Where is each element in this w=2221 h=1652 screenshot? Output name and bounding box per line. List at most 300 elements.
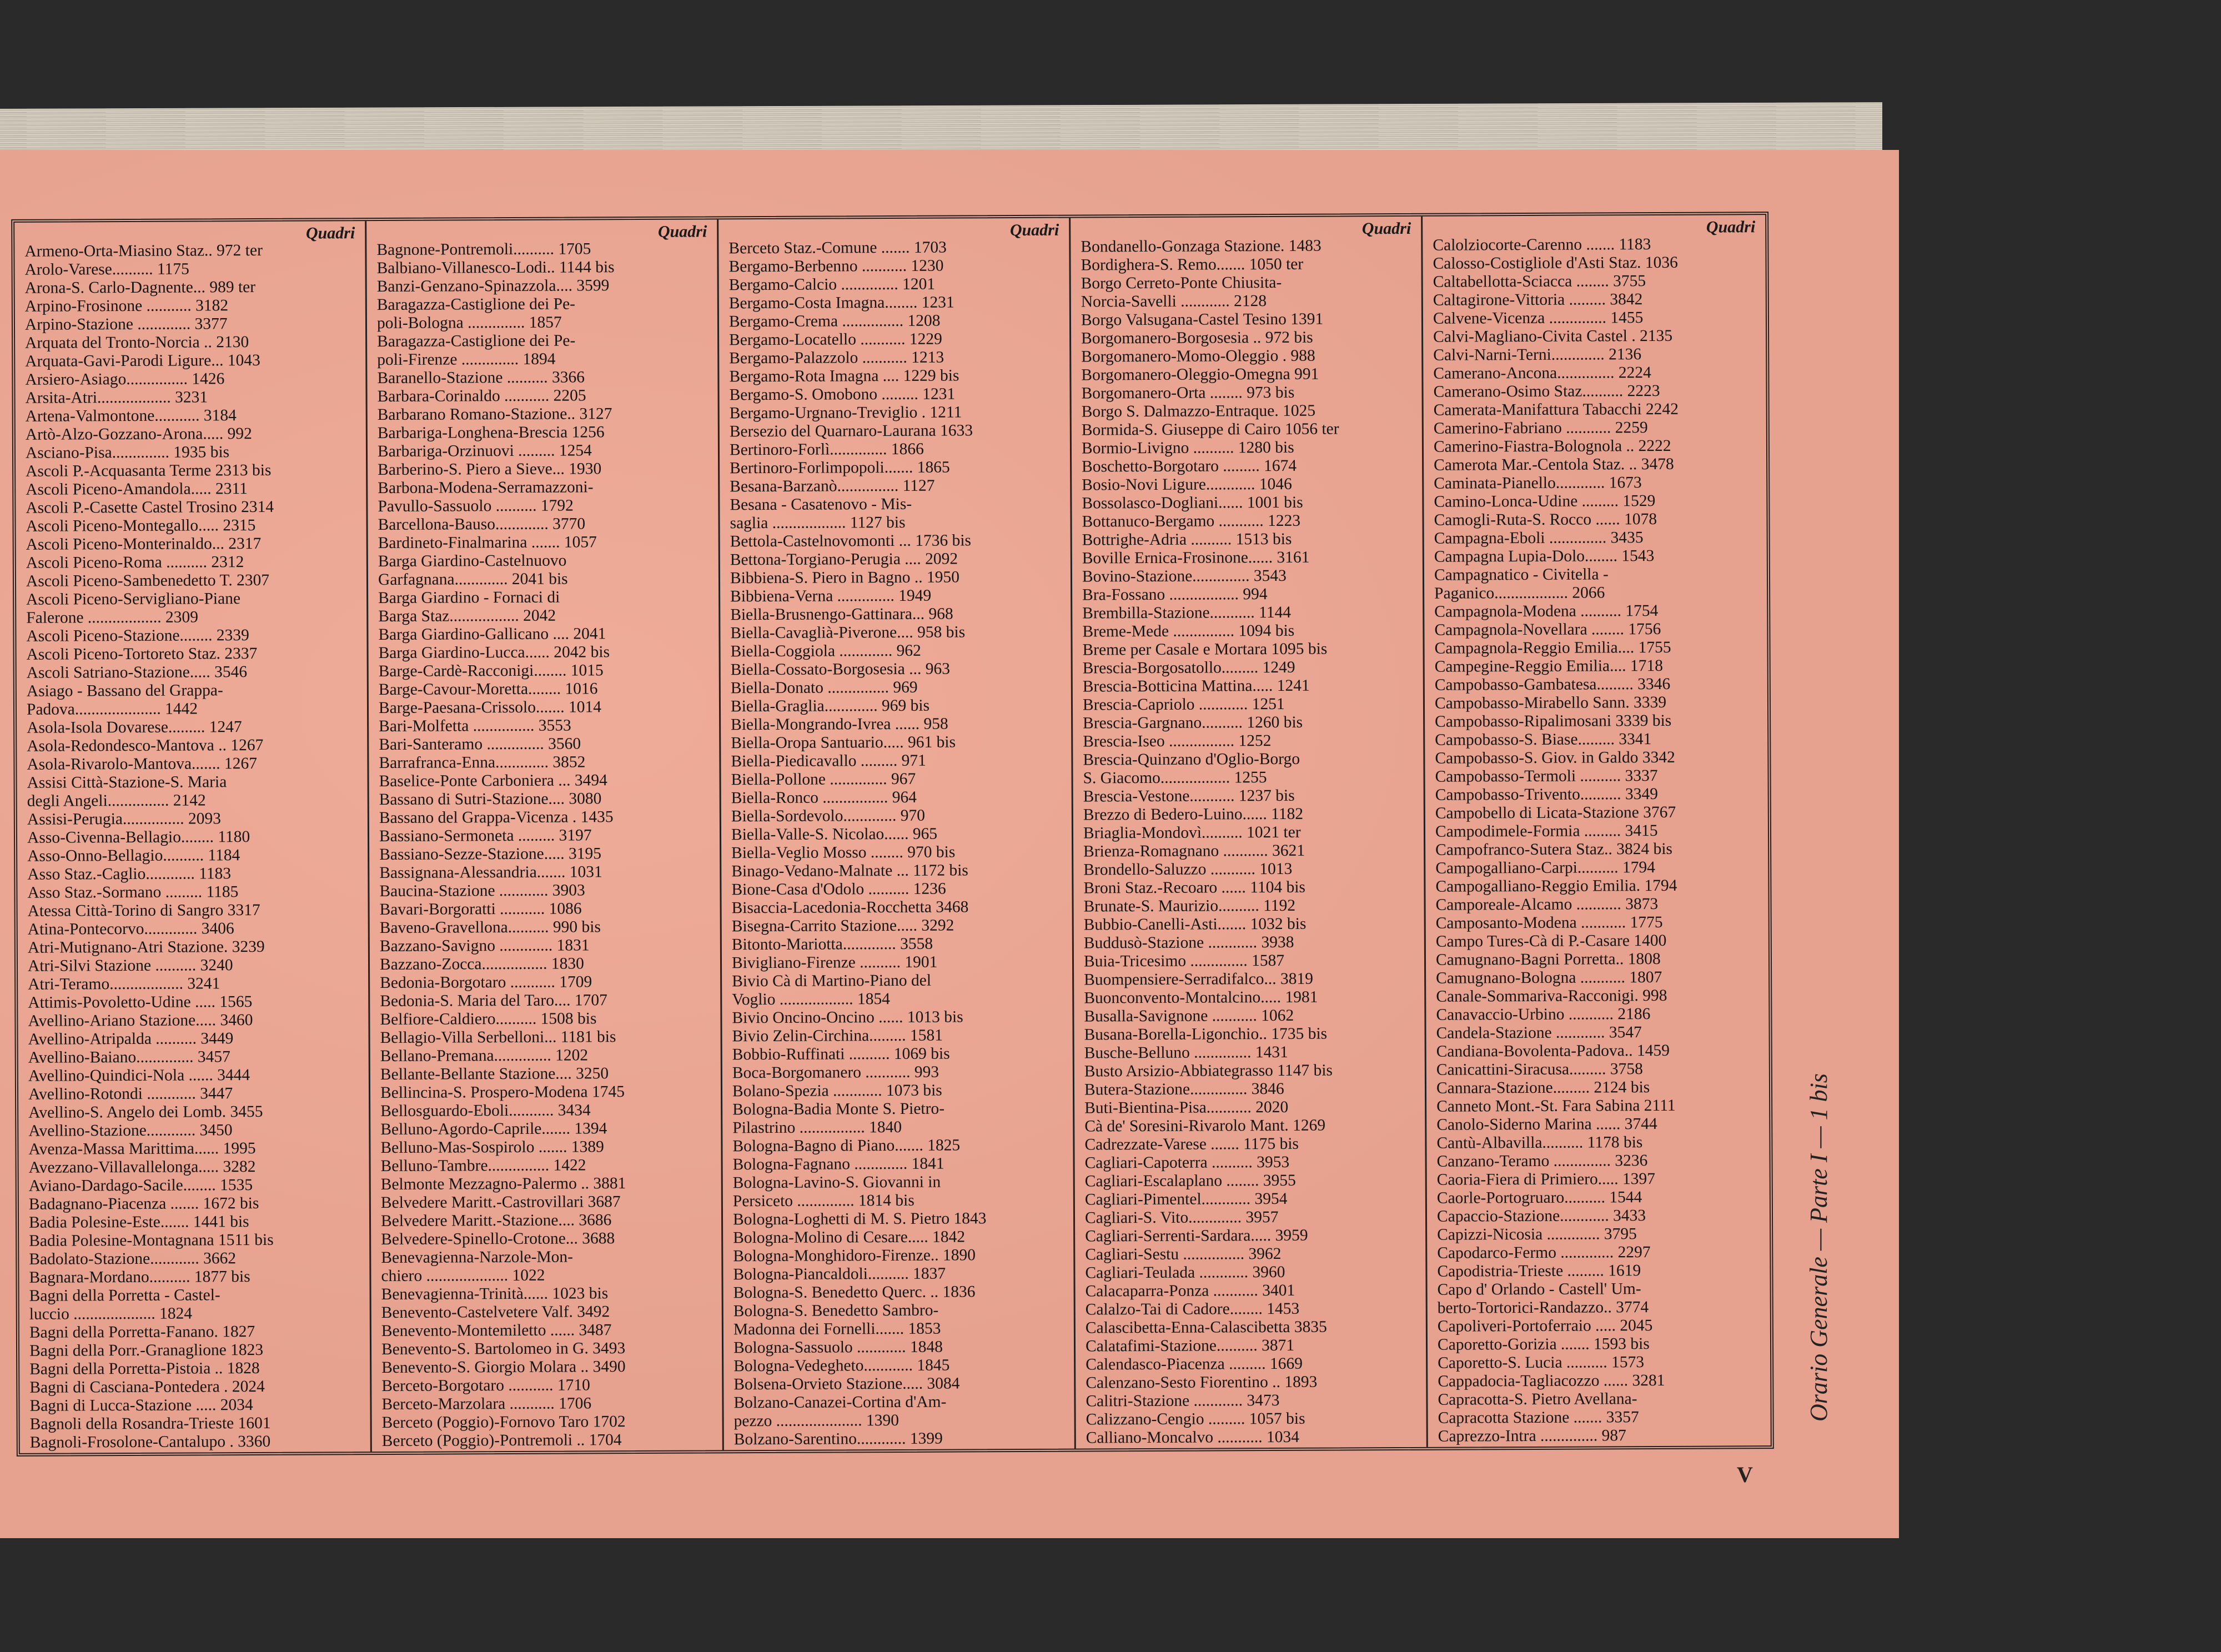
index-entry: Barbona-Modena-Serramazzoni-: [378, 478, 594, 498]
index-entry: Cadrezzate-Varese ....... 1175 bis: [1084, 1134, 1299, 1154]
index-entry: Bivio Cà di Martino-Piano del: [732, 971, 932, 991]
index-entry: Ascoli Piceno-Tortoreto Staz. 2337: [26, 644, 258, 664]
index-entry: Borgo Cerreto-Ponte Chiusita-: [1081, 273, 1282, 293]
index-entry: Bergamo-Costa Imagna........ 1231: [728, 293, 954, 313]
index-entry: Capodistria-Trieste ......... 1619: [1437, 1262, 1641, 1281]
index-entry: Bubbio-Canelli-Asti....... 1032 bis: [1083, 915, 1307, 934]
index-entry: Atri-Teramo.................. 3241: [28, 975, 220, 993]
index-entry: Asso-Civenna-Bellagio........ 1180: [27, 828, 250, 847]
column-header: Quadri: [1361, 219, 1411, 238]
index-entry: Belvedere Maritt.-Stazione.... 3686: [380, 1211, 612, 1231]
index-column-3: [718, 218, 1076, 1450]
entry-list: [24, 241, 360, 1452]
index-entry: Busana-Borella-Ligonchio.. 1735 bis: [1084, 1025, 1328, 1044]
index-entry: Campobasso-Ripalimosani 3339 bis: [1435, 711, 1672, 731]
index-column-5: [1423, 215, 1771, 1447]
index-entry: Bagnone-Pontremoli.......... 1705: [376, 240, 591, 259]
index-entry: Baveno-Gravellona.......... 990 bis: [379, 918, 601, 937]
index-entry: Brembilla-Stazione........... 1144: [1082, 603, 1292, 622]
entry-list: [376, 239, 712, 1450]
index-entry: Camporeale-Alcamo ........... 3873: [1435, 895, 1659, 914]
index-entry: Barga Giardino-Gallicano .... 2041: [378, 625, 606, 644]
index-entry: Barbarano Romano-Stazione.. 3127: [377, 405, 612, 424]
index-entry: Barberino-S. Piero a Sieve... 1930: [378, 460, 602, 479]
index-entry: Brescia-Capriolo ............ 1251: [1082, 695, 1285, 714]
index-entry: Bormida-S. Giuseppe di Cairo 1056 ter: [1081, 420, 1339, 439]
index-entry: Arpino-Stazione ............. 3377: [24, 315, 228, 334]
index-entry: Belfiore-Caldiero.......... 1508 bis: [380, 1010, 597, 1029]
index-entry: Barcellona-Bauso............. 3770: [378, 515, 586, 534]
index-entry: Bellincina-S. Prospero-Modena 1745: [380, 1083, 625, 1102]
index-entry: Caporetto-S. Lucia .......... 1573: [1438, 1353, 1645, 1372]
index-entry: Boca-Borgomanero ........... 993: [732, 1063, 939, 1082]
index-entry: Bologna-Monghidoro-Firenze.. 1890: [733, 1246, 976, 1266]
index-entry: Badolato-Stazione............ 3662: [29, 1249, 237, 1268]
index-entry: Paganico.................. 2066: [1434, 584, 1605, 602]
index-entry: Camino-Lonca-Udine ......... 1529: [1434, 491, 1656, 511]
index-entry: Arquata-Gavi-Parodi Ligure... 1043: [25, 351, 260, 370]
index-entry: Calizzano-Cengio ......... 1057 bis: [1086, 1409, 1305, 1429]
index-entry: Bazzano-Zocca................ 1830: [379, 955, 584, 974]
index-entry: Bologna-Loghetti di M. S. Pietro 1843: [732, 1209, 987, 1229]
index-entry: Avellino-Atripalda .......... 3449: [28, 1030, 234, 1048]
entry-list: [1081, 237, 1416, 1448]
index-entry: Canneto Mont.-St. Fara Sabina 2111: [1436, 1096, 1676, 1116]
index-entry: Canicattini-Siracusa......... 3758: [1436, 1060, 1643, 1079]
index-entry: Borgomanero-Borgosesia .. 972 bis: [1081, 328, 1313, 348]
index-entry: Campobasso-S. Giov. in Galdo 3342: [1435, 748, 1675, 767]
index-entry: Berceto-Borgotaro ........... 1710: [381, 1376, 590, 1395]
index-entry: Brescia-Vestone........... 1237 bis: [1083, 786, 1295, 806]
index-entry: Bassignana-Alessandria....... 1031: [379, 863, 602, 882]
index-entry: Bisegna-Carrito Stazione..... 3292: [731, 916, 954, 936]
index-entry: Asso Staz.-Caglio............ 1183: [27, 865, 232, 883]
index-entry: poli-Firenze .............. 1894: [377, 350, 556, 369]
index-entry: Bibbiena-S. Piero in Bagno .. 1950: [730, 568, 960, 588]
index-entry: Bologna-S. Benedetto Sambro-: [733, 1301, 939, 1320]
index-entry: Barge-Cavour-Moretta........ 1016: [378, 680, 598, 699]
index-entry: Bordighera-S. Remo....... 1050 ter: [1081, 255, 1304, 274]
index-entry: Atessa Città-Torino di Sangro 3317: [27, 901, 260, 920]
index-entry: Arquata del Tronto-Norcia .. 2130: [25, 333, 249, 352]
index-entry: berto-Tortorici-Randazzo.. 3774: [1437, 1298, 1649, 1317]
index-entry: Biella-Mongrando-Ivrea ...... 958: [731, 715, 948, 734]
index-entry: Asola-Isola Dovarese......... 1247: [27, 718, 242, 737]
index-entry: Biella-Pollone .............. 967: [731, 770, 916, 789]
index-entry: Biella-Brusnengo-Gattinara... 968: [730, 605, 953, 624]
index-entry: Borgo S. Dalmazzo-Entraque. 1025: [1081, 401, 1316, 421]
index-entry: Cagliari-Pimentel............ 3954: [1084, 1189, 1288, 1209]
index-entry: Brescia-Gargnano.......... 1260 bis: [1083, 713, 1303, 732]
index-entry: Breme per Casale e Mortara 1095 bis: [1082, 640, 1328, 659]
index-entry: Cappadocia-Tagliacozzo ...... 3281: [1438, 1371, 1665, 1390]
index-entry: Camerino-Fabriano ........... 2259: [1433, 419, 1648, 438]
index-entry: Bersezio del Quarnaro-Laurana 1633: [729, 421, 973, 441]
index-entry: Bavari-Borgoratti ........... 1086: [379, 900, 582, 919]
index-column-4: [1071, 217, 1428, 1449]
index-entry: Camerino-Fiastra-Bolognola .. 2222: [1433, 436, 1671, 456]
index-entry: Belluno-Tambre............... 1422: [380, 1156, 586, 1176]
index-entry: Caminata-Pianello............ 1673: [1434, 474, 1642, 493]
index-entry: Badagnano-Piacenza ....... 1672 bis: [28, 1194, 259, 1213]
index-entry: Pilastrino ................ 1840: [732, 1118, 902, 1137]
index-entry: Bologna-Lavino-S. Giovanni in: [732, 1173, 941, 1192]
index-entry: Baragazza-Castiglione dei Pe-: [377, 332, 576, 351]
index-entry: Atri-Mutignano-Atri Stazione. 3239: [27, 937, 265, 957]
index-entry: Biella-Coggiola ............. 962: [730, 641, 921, 661]
index-entry: Aviano-Dardago-Sacile........ 1535: [28, 1176, 253, 1195]
index-entry: Campagnola-Novellara ........ 1756: [1434, 620, 1661, 639]
index-entry: Caprezzo-Intra .............. 987: [1438, 1427, 1626, 1445]
index-entry: Ascoli Piceno-Stazione........ 2339: [26, 626, 249, 645]
index-entry: Ascoli Piceno-Servigliano-Piane: [26, 590, 241, 609]
index-entry: Canolo-Siderno Marina ...... 3744: [1436, 1114, 1657, 1134]
index-entry: Barga Giardino - Fornaci di: [378, 588, 560, 607]
index-entry: Bellante-Bellante Stazione.... 3250: [380, 1064, 609, 1084]
index-entry: Barbariga-Orzinuovi ......... 1254: [377, 441, 592, 461]
index-entry: Bibbiena-Verna .............. 1949: [730, 586, 932, 606]
index-entry: Biella-Graglia............. 969 bis: [730, 696, 930, 716]
index-entry: Bergamo-S. Omobono ......... 1231: [729, 385, 956, 404]
index-entry: Campagnola-Modena .......... 1754: [1434, 601, 1659, 621]
index-entry: Arolo-Varese.......... 1175: [24, 260, 189, 279]
index-entry: Asola-Rivarolo-Mantova....... 1267: [27, 754, 258, 774]
index-entry: Bottanuco-Bergamo ........... 1223: [1082, 511, 1301, 531]
index-entry: Arona-S. Carlo-Dagnente... 989 ter: [24, 278, 256, 297]
index-entry: Bivio Zelin-Circhina......... 1581: [732, 1026, 943, 1046]
index-entry: Avellino-Ariano Stazione..... 3460: [28, 1011, 253, 1030]
index-entry: Bagni della Porr.-Granaglione 1823: [29, 1340, 264, 1360]
index-entry: Ascoli Piceno-Sambenedetto T. 2307: [26, 571, 270, 590]
index-entry: Bagni della Porretta-Fanano. 1827: [29, 1323, 255, 1342]
index-entry: Campagnola-Reggio Emilia.... 1755: [1434, 638, 1671, 657]
index-entry: Atina-Pontecorvo............. 3406: [27, 920, 234, 938]
column-header: Quadri: [305, 224, 355, 243]
index-column-2: [366, 219, 724, 1452]
index-entry: pezzo ..................... 1390: [733, 1411, 900, 1430]
index-entry: Campobello di Licata-Stazione 3767: [1435, 803, 1676, 822]
index-entry: Berceto-Marzolara ........... 1706: [381, 1394, 592, 1414]
index-entry: Brienza-Romagnano ........... 3621: [1083, 841, 1305, 861]
index-entry: Calenzano-Sesto Fiorentino .. 1893: [1086, 1373, 1318, 1392]
index-entry: Avellino-Stazione............ 3450: [28, 1121, 233, 1140]
index-entry: Berceto (Poggio)-Fornovo Taro 1702: [381, 1413, 626, 1432]
index-entry: Cagliari-Capoterra .......... 3953: [1084, 1153, 1290, 1172]
index-entry: Cantù-Albavilla.......... 1178 bis: [1436, 1133, 1643, 1152]
index-entry: Campofranco-Sutera Staz.. 3824 bis: [1435, 840, 1673, 859]
index-entry: Bergamo-Palazzolo ........... 1213: [729, 348, 944, 368]
index-entry: Bertinoro-Forlì.............. 1866: [729, 440, 924, 459]
index-entry: Brescia-Quinzano d'Oglio-Borgo: [1083, 750, 1300, 769]
index-table: [11, 212, 1774, 1457]
index-entry: Brunate-S. Maurizio.......... 1192: [1083, 896, 1296, 916]
index-entry: saglia .................. 1127 bis: [730, 513, 906, 533]
index-entry: Camerata-Manifattura Tabacchi 2242: [1433, 400, 1679, 419]
index-entry: Campogalliano-Carpi.......... 1794: [1435, 858, 1656, 877]
index-entry: Barga Staz................. 2042: [378, 606, 556, 626]
index-entry: Campobasso-Trivento.......... 3349: [1435, 785, 1659, 804]
index-entry: Bagni della Porretta-Pistoia .. 1828: [29, 1359, 260, 1378]
index-entry: Assisi-Perugia............... 2093: [27, 810, 222, 828]
index-entry: Bettola-Castelnovomonti ... 1736 bis: [730, 531, 972, 551]
index-entry: Barge-Cardè-Racconigi........ 1015: [378, 661, 604, 681]
index-entry: Baucina-Stazione ............ 3903: [379, 881, 585, 901]
index-entry: Bologna-S. Benedetto Querc. .. 1836: [733, 1283, 976, 1302]
index-entry: Bagni di Lucca-Stazione ..... 2034: [29, 1396, 253, 1415]
index-entry: Asiago - Bassano del Grappa-: [26, 681, 223, 700]
index-entry: Assisi Città-Stazione-S. Maria: [27, 773, 227, 792]
index-entry: Camposanto-Modena ........... 1775: [1435, 913, 1663, 932]
index-entry: Canzano-Teramo .............. 3236: [1436, 1152, 1648, 1171]
index-entry: Bondanello-Gonzaga Stazione. 1483: [1081, 237, 1321, 256]
index-entry: Berceto Staz.-Comune ....... 1703: [728, 238, 947, 258]
index-entry: Cagliari-Serrenti-Sardara..... 3959: [1085, 1226, 1308, 1246]
index-entry: poli-Bologna .............. 1857: [376, 313, 562, 333]
index-entry: Buompensiere-Serradifalco... 3819: [1084, 970, 1314, 989]
index-entry: Campobasso-Termoli .......... 3337: [1435, 766, 1658, 786]
index-entry: Arsiero-Asiago............... 1426: [25, 370, 225, 389]
index-entry: Norcia-Savelli ............ 2128: [1081, 292, 1267, 311]
index-entry: Binago-Vedano-Malnate ... 1172 bis: [731, 861, 968, 881]
index-entry: Pavullo-Sassuolo .......... 1792: [378, 496, 574, 516]
index-entry: Falerone .................. 2309: [26, 608, 199, 627]
index-entry: Biella-Ronco ................ 964: [731, 788, 917, 807]
column-header: Quadri: [657, 222, 707, 241]
index-entry: Busto Arsizio-Abbiategrasso 1147 bis: [1084, 1061, 1333, 1081]
index-entry: Cannara-Stazione......... 2124 bis: [1436, 1078, 1650, 1097]
index-entry: Biella-Piedicavallo ......... 971: [731, 751, 926, 771]
index-entry: Benevento-Montemiletto ...... 3487: [381, 1321, 612, 1340]
index-entry: Biella-Cavaglià-Piverone.... 958 bis: [730, 623, 966, 642]
index-entry: Calolziocorte-Carenno ....... 1183: [1433, 235, 1651, 254]
index-entry: Bormio-Livigno .......... 1280 bis: [1081, 438, 1294, 458]
index-entry: Brescia-Iseo ................ 1252: [1083, 732, 1272, 751]
index-entry: Campo Tures-Cà di P.-Casare 1400: [1435, 931, 1667, 951]
index-entry: Bergamo-Crema ............... 1208: [728, 312, 941, 331]
index-entry: Belvedere Maritt.-Castrovillari 3687: [380, 1193, 621, 1212]
index-entry: Asso-Onno-Bellagio.......... 1184: [27, 846, 240, 865]
index-entry: Camerano-Ancona.............. 2224: [1433, 364, 1651, 383]
index-entry: Campodimele-Formia ......... 3415: [1435, 821, 1658, 841]
index-entry: Calvi-Magliano-Civita Castel . 2135: [1433, 327, 1673, 346]
index-entry: Caporetto-Gorizia ....... 1593 bis: [1437, 1335, 1650, 1354]
index-entry: Bergamo-Berbenno ........... 1230: [728, 257, 944, 276]
column-header: Quadri: [1009, 220, 1059, 240]
index-entry: Banzi-Genzano-Spinazzola.... 3599: [376, 277, 610, 296]
index-entry: degli Angeli............... 2142: [27, 791, 206, 810]
index-entry: Camugnano-Bologna ........... 1807: [1436, 968, 1662, 987]
index-entry: Candiana-Bovolenta-Padova.. 1459: [1436, 1041, 1670, 1061]
index-entry: Bedonia-S. Maria del Taro.... 1707: [380, 991, 607, 1011]
index-entry: Bologna-Badia Monte S. Pietro-: [732, 1099, 945, 1119]
index-entry: Capracotta Stazione ....... 3357: [1438, 1408, 1639, 1427]
index-entry: Bologna-Vedegheto............ 1845: [733, 1356, 950, 1375]
index-entry: Bivigliano-Firenze .......... 1901: [731, 953, 938, 972]
index-entry: S. Giacomo................. 1255: [1083, 769, 1267, 787]
index-entry: Belmonte Mezzagno-Palermo .. 3881: [380, 1174, 626, 1194]
index-entry: Arsita-Atri.................. 3231: [25, 388, 208, 407]
index-entry: Asso Staz.-Sormano ......... 1185: [27, 883, 239, 902]
index-entry: Bologna-Molino di Cesare..... 1842: [733, 1228, 966, 1247]
index-entry: Calvi-Narni-Terni............. 2136: [1433, 345, 1642, 364]
index-entry: Calatafimi-Stazione.......... 3871: [1085, 1336, 1295, 1355]
column-header: Quadri: [1706, 218, 1756, 237]
index-entry: Camugnano-Bagni Porretta.. 1808: [1435, 950, 1661, 969]
index-entry: Bardineto-Finalmarina ....... 1057: [378, 533, 597, 553]
index-entry: Ascoli Satriano-Stazione..... 3546: [26, 663, 248, 682]
index-entry: Briaglia-Mondovì.......... 1021 ter: [1083, 823, 1301, 842]
index-entry: Brescia-Borgosatollo......... 1249: [1082, 658, 1295, 677]
index-entry: Ascoli Piceno-Montegallo..... 2315: [26, 516, 256, 535]
index-entry: Calendasco-Piacenza ......... 1669: [1086, 1354, 1303, 1374]
index-entry: Artena-Valmontone........... 3184: [25, 406, 237, 425]
index-entry: Caorle-Portogruaro.......... 1544: [1436, 1188, 1642, 1207]
index-entry: Asola-Redondesco-Mantova .. 1267: [27, 736, 264, 755]
index-entry: Bagnara-Mordano.......... 1877 bis: [29, 1268, 250, 1287]
index-entry: Padova..................... 1442: [26, 700, 198, 719]
index-entry: Besana - Casatenovo - Mis-: [730, 495, 912, 514]
index-entry: Canavaccio-Urbino ........... 2186: [1436, 1005, 1651, 1024]
index-entry: Benevento-Castelvetere Valf. 3492: [381, 1303, 610, 1322]
index-entry: Biella-Oropa Santuario..... 961 bis: [731, 733, 956, 752]
index-entry: Badia Polesine-Montagnana 1511 bis: [29, 1231, 274, 1250]
side-running-title: Orario Generale — Parte I — 1 bis: [1805, 1073, 1832, 1422]
index-entry: Borgomanero-Oleggio-Omegna 991: [1081, 365, 1319, 384]
index-entry: Boschetto-Borgotaro ......... 1674: [1082, 456, 1297, 476]
index-entry: Capizzi-Nicosia ............. 3795: [1437, 1225, 1637, 1244]
index-entry: Garfagnana............. 2041 bis: [378, 570, 568, 589]
index-entry: Campogalliano-Reggio Emilia. 1794: [1435, 876, 1677, 896]
index-entry: Biella-Valle-S. Nicolao...... 965: [731, 825, 938, 844]
index-entry: Bassiano-Sermoneta ......... 3197: [379, 826, 592, 846]
index-entry: Campagna Lupia-Dolo........ 1543: [1434, 547, 1655, 566]
index-entry: Campobasso-S. Biase......... 3341: [1435, 730, 1652, 749]
index-entry: Broni Staz.-Recoaro ...... 1104 bis: [1083, 878, 1306, 897]
index-entry: Camerano-Osimo Staz.......... 2223: [1433, 381, 1660, 401]
index-entry: Boville Ernica-Frosinone...... 3161: [1082, 548, 1310, 568]
index-entry: Balbiano-Villanesco-Lodi.. 1144 bis: [376, 258, 615, 278]
index-entry: Bolsena-Orvieto Stazione..... 3084: [733, 1374, 960, 1394]
index-entry: Avellino-S. Angelo dei Lomb. 3455: [28, 1102, 263, 1122]
index-entry: Barga Giardino-Castelnuovo: [378, 551, 567, 571]
index-entry: Bivio Oncino-Oncino ...... 1013 bis: [732, 1008, 963, 1027]
index-entry: Bertinoro-Forlimpopoli....... 1865: [730, 458, 950, 478]
index-entry: Campobasso-Mirabello Sann. 3339: [1434, 693, 1667, 712]
index-entry: Ascoli Piceno-Amandola..... 2311: [26, 480, 248, 499]
index-entry: Calacaparra-Ponza ........... 3401: [1085, 1281, 1295, 1300]
index-entry: Bari-Santeramo .............. 3560: [379, 735, 581, 754]
index-entry: Madonna dei Fornelli....... 1853: [733, 1319, 941, 1339]
index-entry: Atri-Silvi Stazione .......... 3240: [27, 956, 233, 975]
index-entry: Bologna-Sassuolo ............ 1848: [733, 1338, 943, 1357]
index-entry: Bellano-Premana.............. 1202: [380, 1046, 589, 1066]
index-entry: Capaccio-Stazione............ 3433: [1436, 1207, 1646, 1226]
index-entry: Capoliveri-Portoferraio ..... 2045: [1437, 1317, 1653, 1335]
index-entry: Bagni di Casciana-Pontedera . 2024: [29, 1377, 265, 1397]
index-entry: Capracotta-S. Pietro Avellana-: [1438, 1390, 1637, 1409]
index-column-1: [14, 221, 372, 1453]
index-entry: Benevagienna-Narzole-Mon-: [381, 1248, 574, 1267]
index-entry: Bitonto-Mariotta............. 3558: [731, 935, 933, 954]
index-entry: Armeno-Orta-Miasino Staz.. 972 ter: [24, 241, 263, 260]
index-entry: Attimis-Povoletto-Udine ..... 1565: [28, 993, 253, 1012]
index-entry: Bologna-Bagno di Piano....... 1825: [732, 1136, 961, 1156]
index-entry: Bagnoli della Rosandra-Trieste 1601: [29, 1414, 271, 1433]
index-entry: Bolano-Spezia ............ 1073 bis: [732, 1081, 942, 1101]
index-entry: Busche-Belluno .............. 1431: [1084, 1043, 1288, 1062]
index-entry: Ascoli P.-Casette Castel Trosino 2314: [26, 498, 274, 517]
index-entry: luccio .................... 1824: [29, 1304, 193, 1323]
index-entry: Barga Giardino-Lucca...... 2042 bis: [378, 643, 610, 662]
index-entry: Bergamo-Urgnano-Treviglio . 1211: [729, 403, 962, 423]
index-entry: Brezzo di Bedero-Luino...... 1182: [1083, 805, 1304, 824]
index-entry: Calalzo-Tai di Cadore........ 1453: [1085, 1299, 1300, 1319]
index-entry: Bergamo-Calcio .............. 1201: [728, 275, 936, 294]
index-entry: Benevagienna-Trinità...... 1023 bis: [381, 1284, 609, 1304]
index-entry: Badia Polesine-Este....... 1441 bis: [28, 1213, 249, 1232]
index-entry: Cagliari-Sestu ............... 3962: [1085, 1244, 1282, 1264]
index-entry: Buia-Tricesimo .............. 1587: [1083, 951, 1285, 971]
index-entry: Avellino-Baiano.............. 3457: [28, 1048, 230, 1067]
index-entry: Bellosguardo-Eboli........... 3434: [380, 1101, 591, 1121]
index-entry: Brescia-Botticina Mattina..... 1241: [1082, 676, 1310, 696]
index-entry: Ascoli Piceno-Roma .......... 2312: [26, 553, 244, 572]
index-entry: Camerota Mar.-Centola Staz. .. 3478: [1434, 455, 1674, 474]
index-entry: Barbariga-Longhena-Brescia 1256: [377, 423, 605, 443]
index-entry: Canale-Sommariva-Racconigi. 998: [1436, 986, 1667, 1006]
index-entry: Candela-Stazione ............ 3547: [1436, 1023, 1642, 1042]
index-entry: Ascoli Piceno-Monterinaldo... 2317: [26, 534, 262, 554]
index-entry: Capodarco-Fermo ............. 2297: [1437, 1243, 1651, 1262]
index-entry: Ascoli P.-Acquasanta Terme 2313 bis: [26, 461, 272, 480]
index-entry: Baselice-Ponte Carboniera ... 3494: [379, 771, 607, 791]
index-entry: Bra-Fossano ................. 994: [1082, 585, 1268, 604]
index-entry: Butera-Stazione.............. 3846: [1084, 1079, 1284, 1099]
index-entry: Bossolasco-Dogliani...... 1001 bis: [1082, 493, 1303, 513]
entry-list: [728, 238, 1064, 1449]
index-entry: Belvedere-Spinello-Crotone... 3688: [381, 1229, 615, 1249]
index-entry: Bergamo-Rota Imagna .... 1229 bis: [729, 366, 959, 386]
index-entry: Borgomanero-Momo-Oleggio . 988: [1081, 347, 1315, 366]
index-entry: Benevento-S. Bartolomeo in G. 3493: [381, 1339, 626, 1359]
index-entry: Breme-Mede ............... 1094 bis: [1082, 621, 1295, 641]
index-entry: Bagnoli-Frosolone-Cantalupo . 3360: [29, 1432, 271, 1452]
index-entry: Bobbio-Ruffinati .......... 1069 bis: [732, 1045, 950, 1064]
index-entry: Avellino-Rotondi ............ 3447: [28, 1084, 233, 1103]
index-entry: Bassano di Sutri-Stazione.... 3080: [379, 790, 602, 809]
index-entry: Avezzano-Villavallelonga..... 3282: [28, 1158, 256, 1177]
index-entry: Bosio-Novi Ligure............ 1046: [1082, 475, 1292, 494]
index-entry: Bologna-Fagnano ............. 1841: [732, 1154, 944, 1174]
index-entry: Bettona-Torgiano-Perugia .... 2092: [730, 550, 958, 569]
index-entry: Borgo Valsugana-Castel Tesino 1391: [1081, 310, 1324, 329]
index-entry: Capo d' Orlando - Castell' Um-: [1437, 1280, 1641, 1299]
index-entry: Calascibetta-Enna-Calascibetta 3835: [1085, 1318, 1327, 1337]
index-entry: Buddusò-Stazione ............ 3938: [1083, 933, 1294, 952]
index-entry: Buonconvento-Montalcino..... 1981: [1084, 988, 1318, 1007]
index-entry: Avenza-Massa Marittima...... 1995: [28, 1139, 256, 1158]
index-entry: Arpino-Frosinone ........... 3182: [24, 297, 229, 315]
index-entry: chiero .................... 1022: [381, 1266, 545, 1286]
index-entry: Besana-Barzanò............... 1127: [730, 476, 935, 496]
index-entry: Bisaccia-Lacedonia-Rocchetta 3468: [731, 898, 969, 917]
index-entry: Cagliari-S. Vito............. 3957: [1084, 1208, 1279, 1227]
index-entry: Bassiano-Sezze-Stazione..... 3195: [379, 845, 601, 864]
index-entry: Calvene-Vicenza .............. 1455: [1433, 309, 1644, 328]
index-entry: Bologna-Piancaldoli.......... 1837: [733, 1264, 946, 1284]
index-entry: Bolzano-Canazei-Cortina d'Am-: [733, 1393, 947, 1412]
index-entry: Berceto (Poggio)-Pontremoli .. 1704: [381, 1431, 622, 1450]
